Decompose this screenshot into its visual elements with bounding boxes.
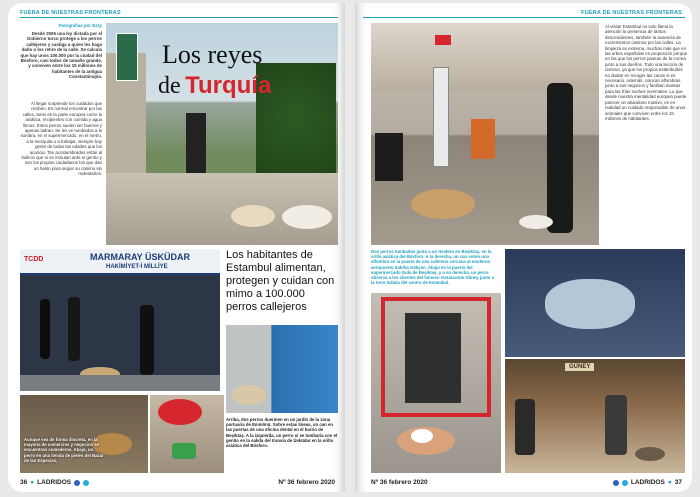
- facebook-icon: [74, 480, 80, 486]
- turkish-flag: [435, 35, 451, 45]
- metro-logo: TCDD: [24, 256, 44, 263]
- sleeping-dog-2: [282, 205, 332, 229]
- diner-figure: [605, 395, 627, 455]
- twitter-icon: [622, 480, 628, 486]
- page-number: 36: [20, 479, 28, 486]
- metro-sign-subtext: HAKİMİYET-İ MİLLİYE: [106, 264, 168, 270]
- trash-bin: [471, 119, 495, 159]
- headline: Los habitantes de Estambul alimentan, protegen y cuidan con mimo a 100.000 perros callejeros: [226, 249, 335, 313]
- doorway: [405, 313, 461, 403]
- magazine-name: LADRIDOS: [630, 479, 665, 486]
- person-figure: [140, 305, 154, 375]
- byline: Fotografías por Ezzy: [58, 23, 102, 28]
- title-line-2: [158, 73, 271, 102]
- caption-right: Arriba, dos perros duermen en un jardín de la zona portuaria de Eminönü. Sobre estas líneas, un can en las puertas de una oficina dental en el barrio de Beşiktaş. A la izquierda, un perro sí se tumbaría con el gentío en la salida del tranvía de Üsküdar en la orilla asiática del Bósforo.: [226, 417, 338, 449]
- cafe-carpet-dog-photo: [505, 249, 685, 357]
- issue-label: Nº 36 febrero 2020: [278, 479, 335, 486]
- section-label: FUERA DE NUESTRAS FRONTERAS: [20, 10, 121, 16]
- metro-sign-board: [20, 249, 220, 275]
- food-bowl: [172, 443, 196, 459]
- twitter-icon: [83, 480, 89, 486]
- title-word-de: de: [158, 73, 181, 99]
- sleeping-dog-1: [231, 205, 275, 227]
- sign-post: [433, 67, 449, 167]
- title-line-1: Los reyes: [162, 40, 263, 69]
- left-footer: [20, 479, 89, 486]
- mosque-dogs-photo: [371, 23, 599, 245]
- caption-left: Aunque sea de forma discreta, en la mayoría de comercios y negocios se encuentran comederos. Abajo, un perro en una tienda de pieles del Bazar de las Especias.: [24, 437, 104, 463]
- diner-figure: [515, 399, 535, 455]
- bullet-icon: ●: [30, 479, 35, 486]
- scooter-shape: [375, 133, 403, 181]
- red-sign: [158, 399, 202, 425]
- restaurant-photo: [505, 359, 685, 473]
- right-footer: [613, 479, 682, 486]
- small-white-dog: [519, 215, 553, 229]
- food-bowls-photo: [150, 395, 224, 473]
- street-sign: [116, 33, 138, 81]
- dog-at-door: [232, 385, 266, 405]
- metro-floor: [20, 375, 220, 391]
- intro-paragraph: Desde 2006 una ley dictada por el Gobierno turco protege a los perros callejeros y castiga a quien les haga daño o los retire de la calle. Se calcula que hay unos 100.000 por la ciudad del Bósforo, casi todos de tamaño grande, y conviven entre los 15 millones de habitantes de la antigua Constantinopla.: [20, 31, 102, 80]
- sleeping-grey-dog: [545, 279, 635, 329]
- right-caption: Dos perros tumbados junto a un tendero en Beşiktaş, en la orilla asiática del Bósforo. A la derecha, un can sobre una alfombra en la puerta de una cafetería cercana al moderno aeropuerto Sabiha Gökçen. Abajo en la puerta del supermercado Gıda de Beşiktaş, y a su derecha, un perro observa a los clientes del famoso restaurante Güney junto a la torre Gálata del centro de Estambul.: [371, 249, 494, 286]
- section-rule: [20, 17, 338, 18]
- walking-man: [547, 83, 573, 233]
- bullet-icon: ●: [667, 479, 672, 486]
- title-word-turquia: Turquía: [185, 72, 272, 99]
- body-paragraph: Al llegar sorprende los cuidados que reciben. Es normal encontrar por las calles, tanto en la parte europea como la asiática, recipientes con comida y agua llenos. Estos perros suelen ser buenos y apenas ladran. Se les ve tumbados a la sombra, en el supermercado, en el metro, a la mezquita o a trabajar, siempre hay gente de todas las edades que los acaricia. Tan acostumbrados están al bullicio que ni se inmutan ante el gentío y son los propios ciudadanos los que dan un halón para seguir su camino sin molestarlos.: [20, 101, 102, 177]
- metro-dogs-photo: [20, 249, 220, 391]
- left-page: [8, 3, 345, 492]
- section-label: FUERA DE NUESTRAS FRONTERAS: [581, 10, 682, 16]
- section-rule: [363, 17, 685, 18]
- magazine-name: LADRIDOS: [37, 479, 72, 486]
- right-page: [355, 3, 692, 492]
- supermarket-dog-photo: [371, 293, 501, 473]
- dental-office-photo: [226, 325, 338, 413]
- page-number: 37: [674, 479, 682, 486]
- dog-white-patch: [411, 429, 433, 443]
- issue-label: Nº 36 febrero 2020: [371, 479, 428, 486]
- right-body-paragraph: Al visitar Estambul no solo llama la atención la presencia de tantos descendientes, también la ausencia de excrementos caninos por las calles. La limpieza es extrema, muchas más que en las urbes españolas en proporción porque en las que los perros pasean de la correa junto a sus dueños. Todo una lección de civismo, ya que los propios estambulíes no dudan en recoger las cacas si es necesario. Además, colocan alfombras junto a sus negocios y facilitan mantas para las frías noches invernales. Lo que desde nuestra mentalidad europea puede parecer un abandono masivo, es en realidad un cuidado responsable de unos animales que conviven entre los 15 millones de habitantes.: [605, 24, 688, 121]
- person-figure: [68, 297, 80, 361]
- dog-under-table: [635, 447, 665, 461]
- cafe-sign: GÜNEY: [565, 363, 594, 371]
- person-figure: [40, 299, 50, 359]
- metro-sign-text: MARMARAY ÜSKÜDAR: [90, 252, 191, 262]
- facebook-icon: [613, 480, 619, 486]
- lying-dog: [411, 189, 475, 219]
